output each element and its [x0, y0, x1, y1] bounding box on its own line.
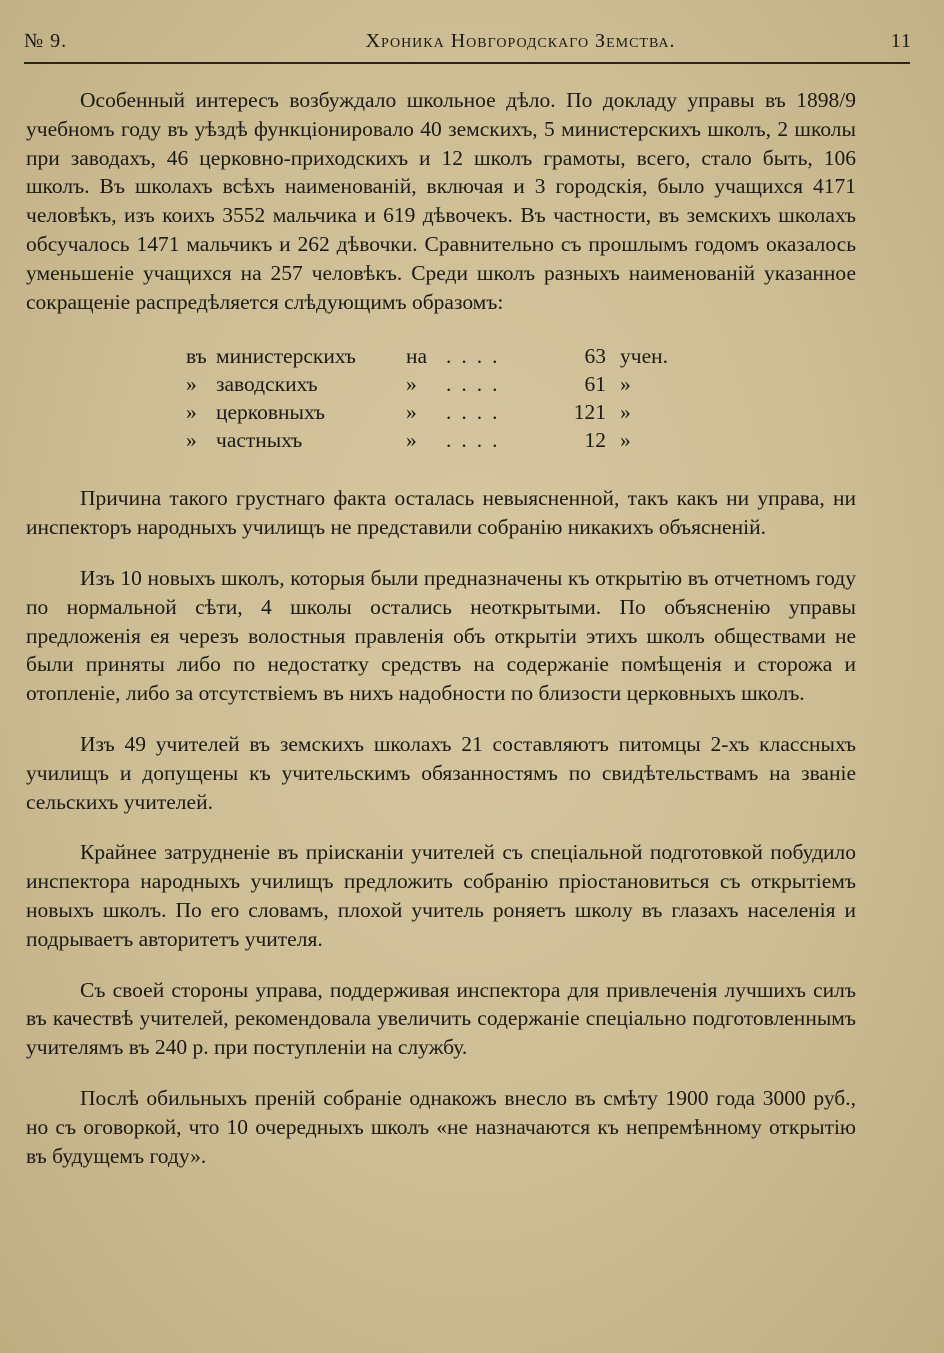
list-dots: ....	[446, 428, 508, 453]
list-unit: »	[620, 428, 631, 453]
list-row	[186, 398, 668, 426]
list-prefix: въ	[186, 344, 207, 369]
list-prep: »	[406, 372, 417, 397]
list-unit: учен.	[620, 344, 668, 369]
list-dots: ....	[446, 400, 508, 425]
list-row	[186, 426, 668, 454]
list-row	[186, 370, 668, 398]
list-name: министерскихъ	[216, 344, 356, 369]
list-prep: »	[406, 400, 417, 425]
list-name: заводскихъ	[216, 372, 318, 397]
issue-number: № 9.	[24, 30, 68, 52]
paragraph: Послѣ обильныхъ преній собраніе однакожъ внесло въ смѣту 1900 года 3000 руб., но съ оговоркой, что 10 очередныхъ школъ «не назначаются къ непремѣнному открытію въ будущемъ году».	[26, 1085, 856, 1168]
journal-title: Хроника Новгородскаго Земства.	[365, 30, 676, 52]
list-unit: »	[620, 372, 631, 397]
list-prefix: »	[186, 372, 197, 397]
list-dots: ....	[446, 372, 508, 397]
list-value: 121	[573, 400, 606, 425]
list-row	[186, 342, 668, 370]
paragraph: Крайнее затрудненіе въ пріисканіи учителей съ спеціальной подготовкой побудило инспектора народныхъ училищъ предложить собранію пріостановиться съ открытіемъ новыхъ школъ. По его словамъ, плохой учитель роняетъ школу въ глазахъ населенія и подрываетъ авторитетъ учителя.	[26, 840, 856, 951]
list-value: 61	[584, 372, 606, 397]
paragraph: Особенный интересъ возбуждало школьное дѣло. По докладу управы въ 1898/9 учебномъ году въ уѣздѣ функціонировало 40 земскихъ, 5 министерскихъ школъ, 2 школы при заводахъ, 46 церковно-приходскихъ и 12 школъ грамоты, всего, стало быть, 106 школъ. Въ школахъ всѣхъ наименованій, включая и 3 городскія, было учащихся 4171 человѣкъ, изъ коихъ 3552 мальчика и 619 дѣвочекъ. Въ частности, въ земскихъ школахъ обсучалось 1471 мальчикъ и 262 дѣвочки. Сравнительно съ прошлымъ годомъ оказалось уменьшеніе учащихся на 257 человѣкъ. Среди школъ разныхъ наименованій указанное сокращеніе распредѣляется слѣдующимъ образомъ:	[26, 88, 856, 314]
list-name: церковныхъ	[216, 400, 326, 425]
list-value: 63	[584, 344, 606, 369]
list-prep: на	[406, 344, 428, 369]
list-unit: »	[620, 400, 631, 425]
list-prep: »	[406, 428, 417, 453]
reduction-list	[186, 342, 668, 454]
header-rule	[24, 62, 910, 64]
list-prefix: »	[186, 400, 197, 425]
body-text	[26, 86, 856, 1192]
list-dots: ....	[446, 344, 508, 369]
list-value: 12	[584, 428, 606, 453]
paragraph: Изъ 49 учителей въ земскихъ школахъ 21 составляютъ питомцы 2-хъ классныхъ училищъ и допущены къ учительскимъ обязанностямъ по свидѣтельствамъ на званіе сельскихъ учителей.	[26, 731, 856, 814]
page-number: 11	[890, 30, 912, 52]
paragraph: Причина такого грустнаго факта осталась невыясненной, такъ какъ ни управа, ни инспекторъ народныхъ училищъ не представили собранію никакихъ объясненій.	[26, 486, 856, 540]
paragraph: Изъ 10 новыхъ школъ, которыя были предназначены къ открытію въ отчетномъ году по нормальной сѣти, 4 школы остались неоткрытыми. По объясненію управы предложенія ея черезъ волостныя правленія объ открытіи этихъ школъ обществами не были приняты либо по недостатку средствъ на содержаніе помѣщенія и сторожа и отопленіе, либо за отсутствіемъ въ нихъ надобности по близости церковныхъ школъ.	[26, 565, 856, 706]
list-prefix: »	[186, 428, 197, 453]
running-header	[24, 30, 912, 58]
list-name: частныхъ	[216, 428, 303, 453]
paragraph: Съ своей стороны управа, поддерживая инспектора для привлеченія лучшихъ силъ въ качествѣ учителей, рекомендовала увеличить содержаніе спеціально подготовленнымъ учителямъ въ 240 р. при поступленіи на службу.	[26, 977, 856, 1060]
